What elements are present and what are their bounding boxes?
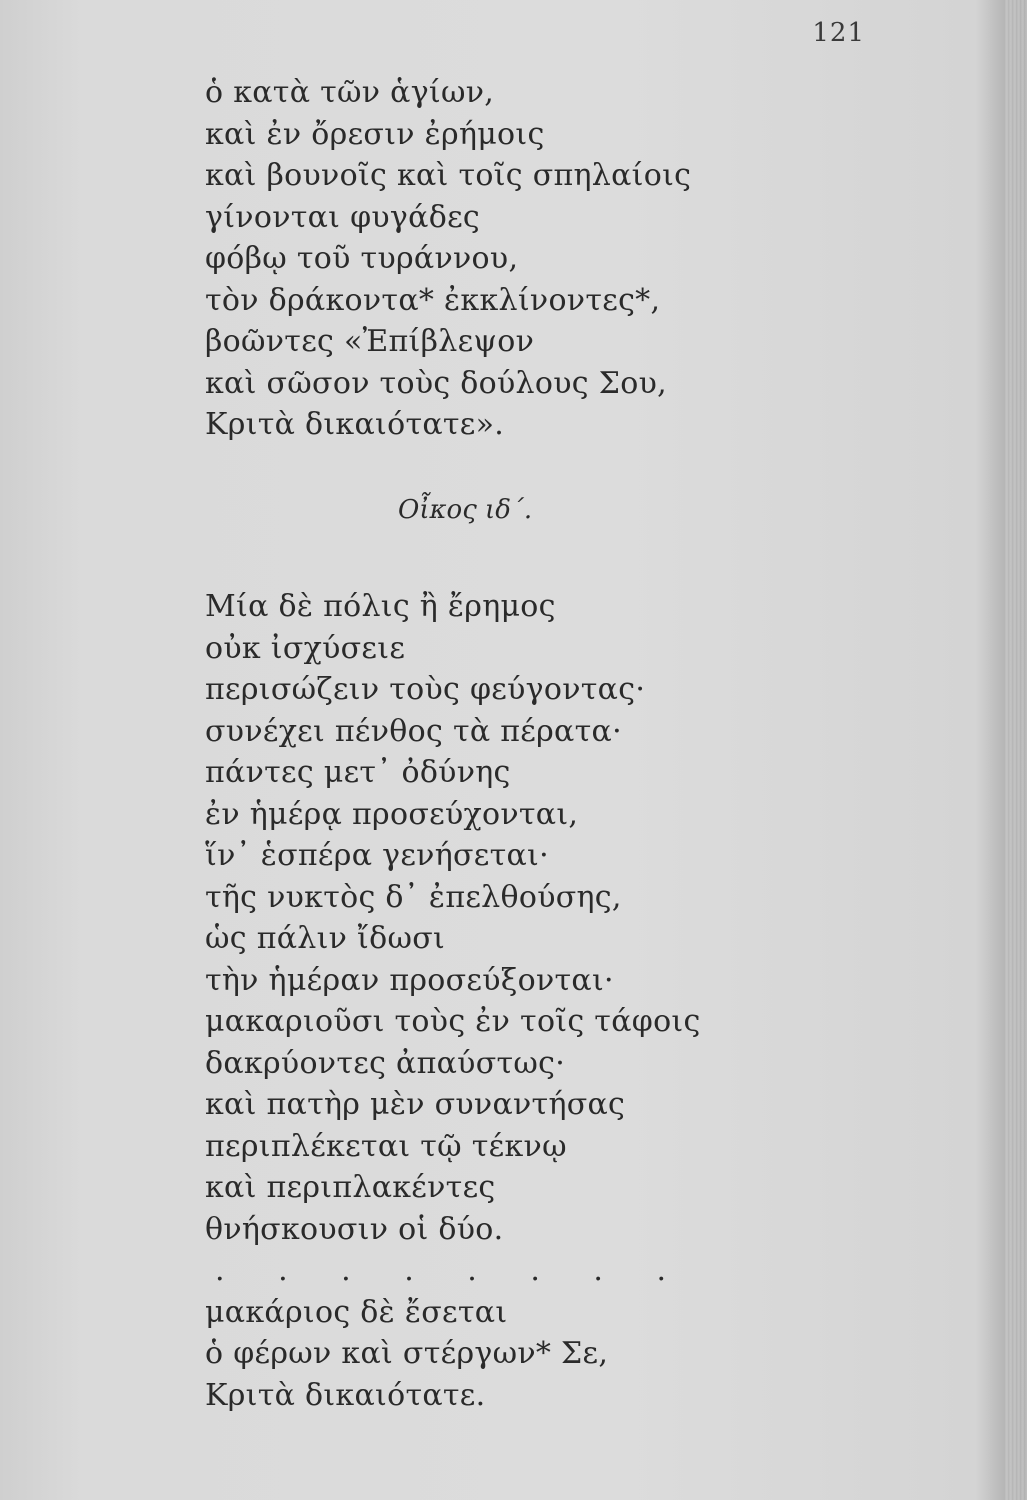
verse-line: καὶ σῶσον τοὺς δούλους Σου, — [205, 365, 667, 401]
page-number: 121 — [812, 18, 865, 48]
verse-line: οὐκ ἰσχύσειε — [205, 630, 406, 666]
omission-dots: . . . . . . . . — [215, 1253, 689, 1288]
verse-line: θνήσκουσιν οἱ δύο. — [205, 1211, 504, 1247]
verse-line: Κριτὰ δικαιότατε. — [205, 1377, 486, 1413]
verse-line: δακρύοντες ἀπαύστως· — [205, 1045, 566, 1081]
verse-line: Μία δὲ πόλις ἢ ἔρημος — [205, 589, 556, 624]
verse-line: καὶ περιπλακέντες — [205, 1170, 496, 1205]
stanza-2 — [205, 586, 825, 1416]
verse-line: γίνονται φυγάδες — [205, 199, 481, 235]
verse-line: περισώζειν τοὺς φεύγοντας· — [205, 672, 646, 707]
verse-line: τὸν δράκοντα* ἐκκλίνοντες*, — [205, 282, 661, 318]
stanza-1 — [205, 72, 825, 446]
verse-line: τὴν ἡμέραν προσεύξονται· — [205, 962, 614, 998]
verse-line: ἵν᾿ ἑσπέρα γενήσεται· — [205, 838, 549, 873]
verse-line: βοῶντες «Ἐπίβλεψον — [205, 324, 535, 359]
verse-line: πάντες μετ᾿ ὀδύνης — [205, 755, 511, 790]
verse-line: τῆς νυκτὸς δ᾿ ἐπελθούσης, — [205, 879, 622, 915]
verse-line: καὶ ἐν ὄρεσιν ἐρήμοις — [205, 116, 545, 152]
verse-line: ἐν ἡμέρᾳ προσεύχονται, — [205, 796, 579, 832]
section-heading: Οἶκος ιδ΄. — [398, 495, 533, 525]
page-edge — [1005, 0, 1027, 1500]
verse-line: μακαριοῦσι τοὺς ἐν τοῖς τάφοις — [205, 1004, 701, 1039]
verse-line: συνέχει πένθος τὰ πέρατα· — [205, 713, 622, 749]
verse-line: καὶ βουνοῖς καὶ τοῖς σπηλαίοις — [205, 158, 692, 193]
verse-line: περιπλέκεται τῷ τέκνῳ — [205, 1128, 567, 1164]
verse-line: ὡς πάλιν ἴδωσι — [205, 921, 446, 956]
verse-line: ὁ φέρων καὶ στέργων* Σε, — [205, 1336, 609, 1371]
verse-line: καὶ πατὴρ μὲν συναντήσας — [205, 1087, 626, 1122]
verse-line: φόβῳ τοῦ τυράννου, — [205, 241, 519, 276]
verse-line: ὁ κατὰ τῶν ἁγίων, — [205, 75, 495, 110]
verse-line: Κριτὰ δικαιότατε». — [205, 407, 505, 442]
verse-line: μακάριος δὲ ἔσεται — [205, 1294, 508, 1330]
